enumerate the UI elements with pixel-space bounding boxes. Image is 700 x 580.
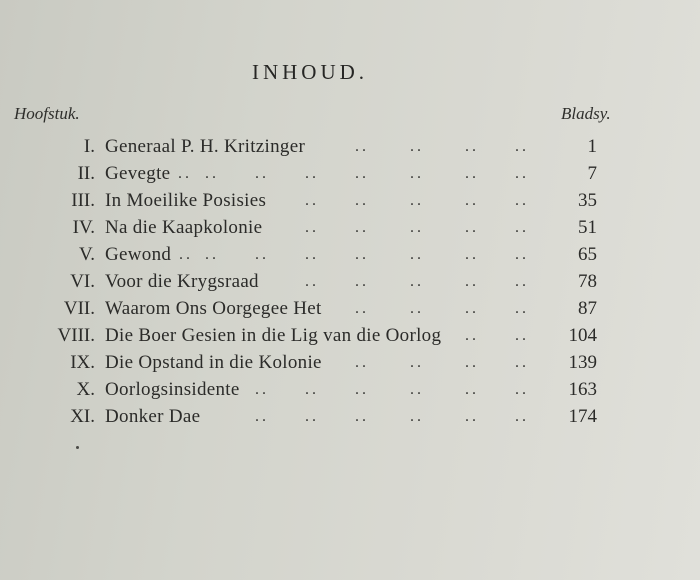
leader-dots: .. bbox=[355, 138, 369, 155]
leader-dots: .. bbox=[465, 408, 479, 425]
leader-dots: .. bbox=[410, 273, 424, 290]
leader-dots: .. bbox=[305, 192, 319, 209]
chapter-title: In Moeilike Posisies bbox=[105, 190, 267, 211]
page-number: 51 bbox=[578, 217, 597, 238]
chapter-number: VIII. bbox=[57, 325, 95, 346]
leader-dots: .. bbox=[465, 246, 479, 263]
toc-row bbox=[0, 376, 700, 403]
leader-dots: .. bbox=[255, 165, 269, 182]
leader-dots: .. bbox=[515, 300, 529, 317]
leader-dots: .. bbox=[465, 300, 479, 317]
chapter-number: IX. bbox=[70, 352, 95, 373]
leader-dots: .. bbox=[515, 354, 529, 371]
chapter-title: Generaal P. H. Kritzinger bbox=[105, 136, 306, 157]
leader-dots: .. bbox=[255, 408, 269, 425]
page-number: 1 bbox=[587, 136, 597, 157]
leader-dots: .. bbox=[355, 219, 369, 236]
toc-row bbox=[0, 403, 700, 430]
chapter-title: Oorlogsinsidente bbox=[105, 379, 240, 400]
leader-dots: .. bbox=[355, 408, 369, 425]
leader-dots: .. bbox=[178, 165, 192, 182]
leader-dots: .. bbox=[410, 354, 424, 371]
leader-dots: .. bbox=[410, 138, 424, 155]
toc-row bbox=[0, 349, 700, 376]
ink-speck bbox=[76, 446, 79, 449]
leader-dots: .. bbox=[305, 408, 319, 425]
chapter-title: Die Boer Gesien in die Lig van die Oorlog bbox=[105, 325, 442, 346]
leader-dots: .. bbox=[465, 165, 479, 182]
chapter-title: Die Opstand in die Kolonie bbox=[105, 352, 322, 373]
leader-dots: .. bbox=[465, 327, 479, 344]
page-number: 163 bbox=[568, 379, 597, 400]
leader-dots: .. bbox=[305, 273, 319, 290]
toc-row bbox=[0, 268, 700, 295]
leader-dots: .. bbox=[410, 192, 424, 209]
leader-dots: .. bbox=[355, 192, 369, 209]
page-number: 174 bbox=[568, 406, 597, 427]
table-of-contents bbox=[0, 133, 700, 430]
toc-row bbox=[0, 322, 700, 349]
leader-dots: .. bbox=[205, 165, 219, 182]
leader-dots: .. bbox=[515, 327, 529, 344]
leader-dots: .. bbox=[410, 381, 424, 398]
chapter-number: VII. bbox=[63, 298, 95, 319]
toc-row bbox=[0, 241, 700, 268]
toc-row bbox=[0, 295, 700, 322]
leader-dots: .. bbox=[515, 273, 529, 290]
chapter-title: Voor die Krygsraad bbox=[105, 271, 259, 292]
leader-dots: .. bbox=[255, 381, 269, 398]
chapter-column-header: Hoofstuk. bbox=[14, 104, 80, 123]
leader-dots: .. bbox=[515, 246, 529, 263]
leader-dots: .. bbox=[179, 246, 193, 263]
leader-dots: .. bbox=[355, 273, 369, 290]
leader-dots: .. bbox=[465, 192, 479, 209]
chapter-number: VI. bbox=[70, 271, 95, 292]
chapter-number: I. bbox=[83, 136, 95, 157]
page-number: 104 bbox=[568, 325, 597, 346]
chapter-number: V. bbox=[78, 244, 95, 265]
toc-row bbox=[0, 187, 700, 214]
chapter-title: Gevegte bbox=[105, 163, 171, 184]
page-number: 139 bbox=[568, 352, 597, 373]
page-number: 87 bbox=[578, 298, 597, 319]
leader-dots: .. bbox=[355, 354, 369, 371]
leader-dots: .. bbox=[355, 300, 369, 317]
leader-dots: .. bbox=[465, 381, 479, 398]
leader-dots: .. bbox=[515, 192, 529, 209]
leader-dots: .. bbox=[305, 381, 319, 398]
leader-dots: .. bbox=[410, 219, 424, 236]
toc-row bbox=[0, 214, 700, 241]
leader-dots: .. bbox=[305, 246, 319, 263]
chapter-title: Gewond bbox=[105, 244, 172, 265]
leader-dots: .. bbox=[205, 246, 219, 263]
page-column-header: Bladsy. bbox=[561, 104, 611, 123]
leader-dots: .. bbox=[515, 219, 529, 236]
leader-dots: .. bbox=[355, 381, 369, 398]
leader-dots: .. bbox=[355, 246, 369, 263]
page-number: 65 bbox=[578, 244, 597, 265]
leader-dots: .. bbox=[515, 165, 529, 182]
chapter-number: IV. bbox=[72, 217, 95, 238]
leader-dots: .. bbox=[465, 273, 479, 290]
page-number: 35 bbox=[578, 190, 597, 211]
chapter-title: Na die Kaapkolonie bbox=[105, 217, 263, 238]
page-number: 7 bbox=[587, 163, 597, 184]
page-title: INHOUD. bbox=[251, 60, 369, 84]
page-number: 78 bbox=[578, 271, 597, 292]
leader-dots: .. bbox=[305, 165, 319, 182]
leader-dots: .. bbox=[305, 219, 319, 236]
toc-row bbox=[0, 133, 700, 160]
chapter-title: Donker Dae bbox=[105, 406, 201, 427]
leader-dots: .. bbox=[410, 300, 424, 317]
leader-dots: .. bbox=[465, 354, 479, 371]
leader-dots: .. bbox=[515, 408, 529, 425]
leader-dots: .. bbox=[515, 138, 529, 155]
leader-dots: .. bbox=[410, 165, 424, 182]
leader-dots: .. bbox=[465, 219, 479, 236]
chapter-number: X. bbox=[76, 379, 95, 400]
leader-dots: .. bbox=[465, 138, 479, 155]
leader-dots: .. bbox=[515, 381, 529, 398]
chapter-number: XI. bbox=[70, 406, 95, 427]
chapter-title: Waarom Ons Oorgegee Het bbox=[105, 298, 322, 319]
chapter-number: II. bbox=[77, 163, 95, 184]
leader-dots: .. bbox=[255, 246, 269, 263]
leader-dots: .. bbox=[410, 408, 424, 425]
chapter-number: III. bbox=[71, 190, 95, 211]
leader-dots: .. bbox=[410, 246, 424, 263]
leader-dots: .. bbox=[355, 165, 369, 182]
toc-row bbox=[0, 160, 700, 187]
